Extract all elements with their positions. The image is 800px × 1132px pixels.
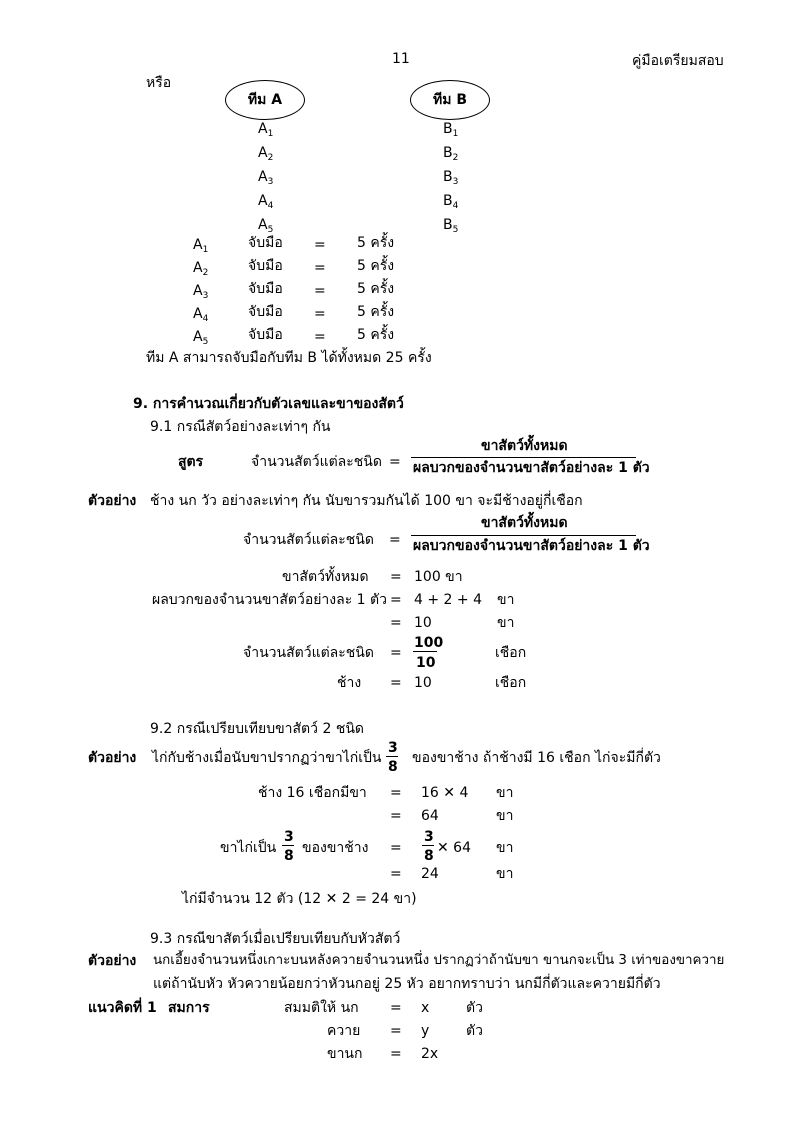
eq-line-unit: ตัว	[466, 1000, 483, 1016]
ex1-line-rhs: 4 + 2 + 4	[414, 592, 482, 608]
eq-line-eq: =	[390, 1000, 402, 1016]
ex1-result-rhs: 10	[414, 675, 432, 691]
subsection-9-2: 9.2 กรณีเปรียบเทียบขาสัตว์ 2 ชนิด	[150, 721, 364, 737]
handshake-action: จับมือ	[248, 281, 283, 297]
ex2-line3-eq: =	[390, 840, 402, 856]
alt-label: หรือ	[146, 75, 172, 91]
ex2-line3-frac-numerator: 3	[284, 829, 294, 845]
formula-fraction-bar	[411, 457, 636, 458]
ex1-division-lhs: จำนวนสัตว์แต่ละชนิด	[243, 645, 374, 661]
ex1-line-unit: ขา	[497, 592, 515, 608]
eq-line-lhs: ขานก	[327, 1046, 363, 1062]
team-a-member: $A_3$	[258, 169, 274, 187]
ex1-frac-lhs: จำนวนสัตว์แต่ละชนิด	[243, 532, 374, 548]
formula-denominator: ผลบวกของจำนวนขาสัตว์อย่างละ 1 ตัว	[413, 460, 650, 476]
ex2-line2-eq: =	[390, 808, 402, 824]
handshake-who: $A_3$	[193, 283, 209, 301]
page-number: 11	[392, 51, 410, 67]
ex2-line3-frac-bar	[282, 845, 294, 846]
team-a-member: $A_1$	[258, 121, 274, 139]
eq-line-rhs: y	[421, 1023, 430, 1039]
team-b-member: $B_4$	[443, 193, 459, 211]
ex1-eq: =	[389, 532, 401, 548]
handshake-eq: =	[314, 306, 326, 322]
team-a-member: $A_2$	[258, 145, 274, 163]
handshake-action: จับมือ	[248, 304, 283, 320]
handshake-value: 5 ครั้ง	[357, 304, 395, 320]
ex2-line4-unit: ขา	[496, 866, 514, 882]
eq-line-rhs: x	[421, 1000, 430, 1016]
team-b-member: $B_3$	[443, 169, 459, 187]
ex2-conclusion: ไก่มีจำนวน 12 ตัว (12 ✕ 2 = 24 ขา)	[182, 891, 417, 907]
eq-line-eq: =	[390, 1046, 402, 1062]
team-b-oval	[410, 80, 490, 120]
example-2-pre: ไก่กับช้างเมื่อนับขาปรากฏว่าขาไก่เป็น	[152, 750, 382, 766]
subsection-9-1: 9.1 กรณีสัตว์อย่างละเท่าๆ กัน	[150, 419, 331, 435]
formula-numerator: ขาสัตว์ทั้งหมด	[481, 438, 568, 454]
handshake-eq: =	[314, 283, 326, 299]
eq-line-unit: ตัว	[466, 1023, 483, 1039]
handshake-value: 5 ครั้ง	[357, 281, 395, 297]
eq-line-lhs: ควาย	[327, 1023, 361, 1039]
ex1-line-eq: =	[390, 569, 402, 585]
ex1-fraction-bar	[411, 535, 636, 536]
ex2-frac-numerator: 3	[388, 740, 398, 756]
team-b-member: $B_1$	[443, 121, 459, 139]
subsection-9-3: 9.3 กรณีขาสัตว์เมื่อเปรียบเทียบกับหัวสัตว์	[150, 931, 401, 947]
ex1-result-unit: เชือก	[495, 675, 527, 691]
ex1-line-eq: =	[390, 615, 402, 631]
ex1-denominator: ผลบวกของจำนวนขาสัตว์อย่างละ 1 ตัว	[413, 538, 650, 554]
ex2-line3-rhs-denominator: 8	[424, 848, 434, 864]
example-3-line2: แต่ถ้านับหัว หัวควายน้อยกว่าหัวนกอยู่ 25 หัว อยากทราบว่า นกมีกี่ตัวและควายมีกี่ตัว	[153, 976, 661, 992]
ex1-result-eq: =	[390, 675, 402, 691]
example-2-post: ของขาช้าง ถ้าช้างมี 16 เชือก ไก่จะมีกี่ตัว	[412, 750, 661, 766]
team-b-label: ทีม B	[432, 92, 467, 108]
ex1-result-lhs: ช้าง	[337, 675, 362, 691]
example-label: ตัวอย่าง	[88, 750, 137, 766]
handshake-value: 5 ครั้ง	[357, 235, 395, 251]
formula-eq: =	[389, 454, 401, 470]
ex2-line1-lhs: ช้าง 16 เชือกมีขา	[258, 785, 367, 801]
handshake-value: 5 ครั้ง	[357, 258, 395, 274]
ex2-line4-rhs: 24	[421, 866, 439, 882]
ex2-line3-post: ของขาช้าง	[302, 840, 369, 856]
ex1-line-lhs: ผลบวกของจำนวนขาสัตว์อย่างละ 1 ตัว	[152, 592, 387, 608]
handshake-eq: =	[314, 237, 326, 253]
handshake-eq: =	[314, 260, 326, 276]
ex2-line1-eq: =	[390, 785, 402, 801]
handshake-eq: =	[314, 329, 326, 345]
example-label: ตัวอย่าง	[88, 493, 137, 509]
team-b-member: $B_5$	[443, 217, 459, 235]
ex2-line1-rhs: 16 ✕ 4	[421, 785, 469, 801]
ex1-line-lhs: ขาสัตว์ทั้งหมด	[282, 569, 369, 585]
ex2-line2-unit: ขา	[496, 808, 514, 824]
team-a-member: $A_4$	[258, 193, 274, 211]
ex2-line2-rhs: 64	[421, 808, 439, 824]
ex1-line-rhs: 10	[414, 615, 432, 631]
team-a-label: ทีม A	[247, 92, 283, 108]
ex1-division-bar	[413, 651, 437, 652]
team-a-member: $A_5$	[258, 217, 274, 235]
eq-line-rhs: 2x	[421, 1046, 439, 1062]
ex2-line4-eq: =	[390, 866, 402, 882]
ex2-frac-bar	[386, 756, 398, 757]
eq-line-eq: =	[390, 1023, 402, 1039]
ex2-line3-rhs: ✕ 64	[437, 840, 471, 856]
ex1-numerator: ขาสัตว์ทั้งหมด	[481, 515, 568, 531]
handshake-who: $A_2$	[193, 260, 209, 278]
example-1-text: ช้าง นก วัว อย่างละเท่าๆ กัน นับขารวมกันได้ 100 ขา จะมีช้างอยู่กี่เชือก	[150, 493, 583, 509]
team-a-oval	[225, 80, 305, 120]
ex1-line-unit: ขา	[497, 615, 515, 631]
formula-label: สูตร	[178, 454, 204, 470]
handshake-summary: ทีม A สามารถจับมือกับทีม B ได้ทั้งหมด 25 ครั้ง	[146, 350, 432, 366]
ex1-division-denominator: 10	[416, 655, 436, 671]
ex2-frac-denominator: 8	[388, 759, 398, 775]
formula-lhs: จำนวนสัตว์แต่ละชนิด	[251, 454, 382, 470]
equation-label: สมการ	[168, 1000, 210, 1016]
header-title: คู่มือเตรียมสอบ	[632, 53, 724, 69]
handshake-who: $A_4$	[193, 306, 209, 324]
ex1-line-rhs: 100 ขา	[414, 569, 463, 585]
ex2-line3-unit: ขา	[496, 840, 514, 856]
handshake-value: 5 ครั้ง	[357, 327, 395, 343]
section-heading: 9. การคำนวณเกี่ยวกับตัวเลขและขาของสัตว์	[133, 396, 404, 412]
ex1-division-eq: =	[390, 645, 402, 661]
example-3-line1: นกเอี้ยงจำนวนหนึ่งเกาะบนหลังควายจำนวนหนึ่ง ปรากฏว่าถ้านับขา ขานกจะเป็น 3 เท่าของขาควาย	[153, 953, 725, 968]
ex2-line3-frac-denominator: 8	[284, 848, 294, 864]
eq-line-lhs: สมมติให้ นก	[284, 1000, 359, 1016]
handshake-who: $A_5$	[193, 329, 209, 347]
handshake-action: จับมือ	[248, 235, 283, 251]
handshake-action: จับมือ	[248, 258, 283, 274]
ex1-division-unit: เชือก	[495, 645, 527, 661]
ex2-line3-rhs-bar	[422, 845, 434, 846]
example-label: ตัวอย่าง	[88, 953, 137, 969]
ex2-line3-rhs-numerator: 3	[424, 829, 434, 845]
approach-label: แนวคิดที่ 1	[88, 1000, 157, 1016]
ex2-line1-unit: ขา	[496, 785, 514, 801]
ex1-line-eq: =	[390, 592, 402, 608]
ex2-line3-pre: ขาไก่เป็น	[220, 840, 277, 856]
handshake-who: $A_1$	[193, 237, 209, 255]
handshake-action: จับมือ	[248, 327, 283, 343]
ex1-division-numerator: 100	[414, 635, 444, 651]
team-b-member: $B_2$	[443, 145, 459, 163]
